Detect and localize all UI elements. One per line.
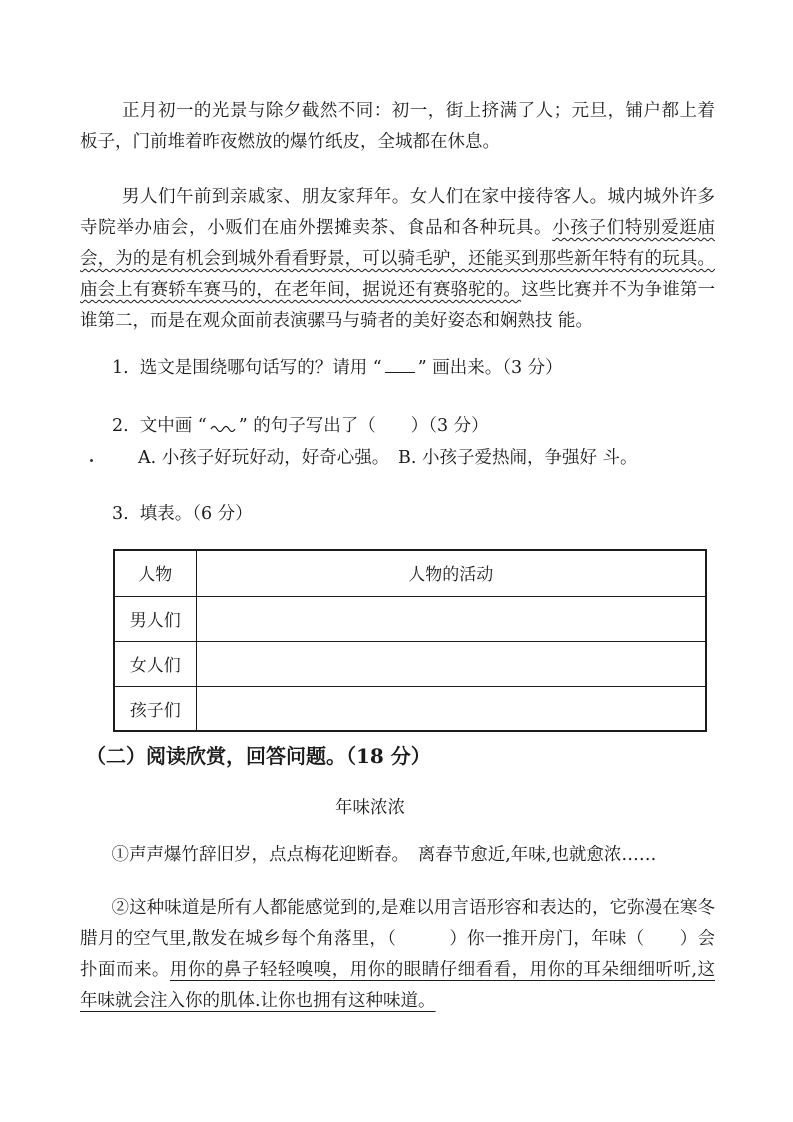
wavy-line-mark-icon: [210, 423, 236, 432]
table-row: [114, 641, 706, 686]
question-1-number: 1.: [112, 358, 129, 378]
question-1-text-start: 选文是围绕哪句话写的？请用 “: [139, 358, 382, 378]
passage1-paragraph-2: [80, 182, 715, 337]
wavy-underlined-sentence: 小孩子们特别爱逛庙会，为的是有机会到城外看看野景，可以骑毛驴，还能买到那些新年特有的玩具。庙会上有赛轿车赛马的，在老年间，据说还有赛骆驼的。: [80, 218, 716, 300]
underline-blank-mark: [385, 356, 415, 373]
table-row: [114, 596, 706, 641]
question-1: [80, 353, 715, 383]
table-row: [114, 686, 706, 731]
straight-underlined-sentence: 用你的鼻子轻轻嗅嗅，用你的眼睛仔细看看，用你的耳朵细细听听,这年味就会注入你的肌体.让你也拥有这种味道。: [80, 960, 716, 1011]
table-row-label-women: 女人们: [114, 641, 196, 686]
table-header-person: 人物: [114, 550, 196, 596]
fill-in-table: [113, 549, 707, 732]
question-2-text-start: 文中画 “: [139, 416, 207, 436]
passage2-paragraph-2: [80, 893, 715, 1017]
question-2: [80, 411, 715, 441]
question-2-options: [80, 443, 715, 473]
question-2-text-end: ” 的句子写出了（ ）（3 分）: [238, 416, 489, 436]
passage-2-title: 年味浓浓: [335, 798, 405, 818]
table-header-row: [114, 550, 706, 596]
question-1-text-end: ” 画出来。（3 分）: [417, 358, 563, 378]
passage2-paragraph-1-text: ①声声爆竹辞旧岁，点点梅花迎断春。 离春节愈近,年味,也就愈浓……: [111, 845, 657, 865]
passage2-paragraph-2-plain: ②这种味道是所有人都能感觉到的,是难以用言语形容和表达的，它弥漫在寒冬腊月的空气里,散发在城乡每个角落里，（ ）你一推开房门，年味（ ）会扑面而来。: [80, 898, 715, 980]
question-3-text: 填表。（6 分）: [139, 504, 253, 524]
table-row-label-children: 孩子们: [114, 686, 196, 731]
question-3: [80, 499, 715, 529]
question-2-options-text: A. 小孩子好玩好动，好奇心强。 B. 小孩子爱热闹，争强好 斗。: [138, 448, 638, 468]
passage1-paragraph-1-text: 正月初一的光景与除夕截然不同：初一，街上挤满了人；元旦，铺户都上着板子，门前堆着昨夜燃放的爆竹纸皮，全城都在休息。: [80, 101, 715, 152]
passage1-paragraph-2-plain-start: 男人们午前到亲戚家、朋友家拜年。女人们在家中接待客人。城内城外许多寺院举办庙会，小贩们在庙外摆摊卖茶、食品和各种玩具。: [80, 187, 715, 238]
passage1-paragraph-2-plain-end: 这些比赛并不为争谁第一谁第二，而是在观众面前表演骡马与骑者的美好姿态和娴熟技 能。: [80, 280, 716, 331]
table-row-label-men: 男人们: [114, 596, 196, 641]
table-cell-children-activity: [196, 686, 706, 731]
table-cell-men-activity: [196, 596, 706, 641]
table-header-activity: 人物的活动: [196, 550, 706, 596]
question-2-number: 2.: [112, 416, 129, 436]
passage1-paragraph-1: [80, 96, 715, 158]
question-3-number: 3.: [112, 504, 129, 524]
section-2-heading: （二）阅读欣赏，回答问题。（18 分）: [86, 744, 431, 768]
table-cell-women-activity: [196, 641, 706, 686]
passage2-paragraph-1: [80, 840, 715, 871]
stray-dot-mark: [90, 459, 93, 462]
